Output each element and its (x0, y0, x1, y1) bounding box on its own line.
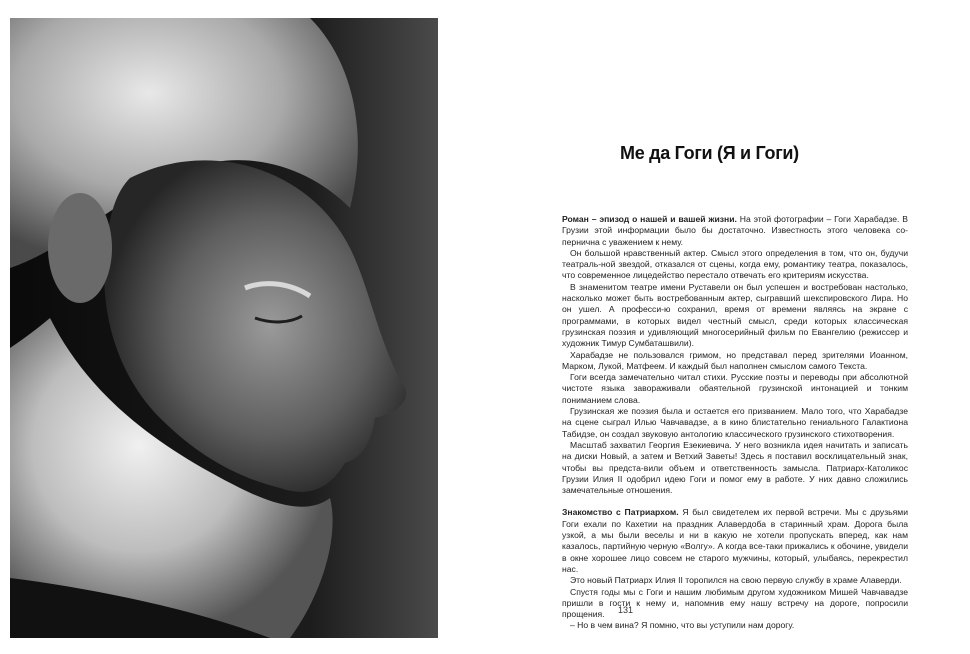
paragraph (562, 214, 908, 248)
paragraph: В знаменитом театре имени Руставели он был успешен и востребован настолько, насколько может быть востребованным актер, сыгравший шекспировского Лира. Но он ушел. А професси-ю сохранил, время от времени являясь на экране с программами, в которых видел честный смысл, среди которых классическая грузинская поэзия и удивляющий многосерийный фильм по Евангелию (режиссер и художник Тимур Сумбаташвили). (562, 281, 908, 349)
paragraph: Гоги всегда замечательно читал стихи. Русские поэты и переводы при абсолютной чистоте языка завораживали обаятельной грузинской интонацией и тонким пониманием слова. (562, 372, 908, 405)
page-number: 131 (618, 605, 634, 615)
paragraph: Он большой нравственный актер. Смысл этого определения в том, что он, будучи театраль-ной звездой, отказался от сцены, когда ему, романтику театра, показалось, что современное лицедейство перестало отвечать его критериям искусства. (562, 247, 908, 281)
run-in-heading: Знакомство с Патриархом. (562, 507, 679, 518)
text-page (470, 0, 970, 654)
paragraph: Спустя годы мы с Гоги и нашим любимым другом художником Мишей Чавчавадзе пришли в гости к нему и, напомнив ему нашу встречу на дороге, попросили прощения. (562, 586, 908, 620)
body-text (562, 214, 908, 632)
paragraph: Харабадзе не пользовался гримом, но представал перед зрителями Иоанном, Марком, Лукой, Матфеем. И каждый был наполнен смыслом самого Текста. (562, 349, 908, 371)
paragraph-text: Я был свидетелем их первой встречи. Мы с друзьями Гоги ехали по Кахетии на праздник Алавердоба в старинный храм. Дорога была узкой, а мы были веселы и ни в какую не хотели пропускать вперед, как нам казалось, партийную черную «Волгу». А когда все-таки прижались к обочине, увидели в окне хорошее лицо совсем не старого мужчины, который, улыбаясь, перекрестил нас. (562, 507, 908, 574)
chapter-title (620, 143, 920, 164)
portrait-photo-illustration (10, 18, 438, 638)
paragraph: – Но в чем вина? Я помню, что вы уступили нам дорогу. (570, 620, 795, 631)
chapter-title-bold: (Я и Гоги) (717, 143, 799, 163)
paragraph: Масштаб захватил Георгия Езекиевича. У него возникла идея начитать и записать на диски Новый, а затем и Ветхий Заветы! Здесь я поставил восклицательный знак, чтобы вы предста-вили объем и ответственность замысла. Патриарх-Католикос Грузии Илия II одобрил идею Гоги и помог ему в работе. У них давно сложились замечательные отношения. (562, 439, 908, 496)
run-in-heading: Роман – эпизод о нашей и вашей жизни. (562, 214, 737, 224)
paragraph: Это новый Патриарх Илия II торопился на свою первую службу в храме Алаверди. (570, 575, 902, 586)
portrait-photo (10, 18, 438, 638)
paragraph (562, 507, 908, 575)
paragraph: Грузинская же поэзия была и остается его призванием. Мало того, что Харабадзе на сцене сыграл Илью Чавчавадзе, а в кино блистательно гениального Галактиона Табидзе, он создал звуковую антологию классического грузинского стихотворения. (562, 406, 908, 439)
chapter-title-regular: Ме да Гоги (620, 143, 713, 163)
paragraph-text: На этой фотографии – Гоги Харабадзе. В Грузии этой информации было бы достаточно. Известность этого человека со-пернична с уважением к нему. (562, 214, 908, 247)
